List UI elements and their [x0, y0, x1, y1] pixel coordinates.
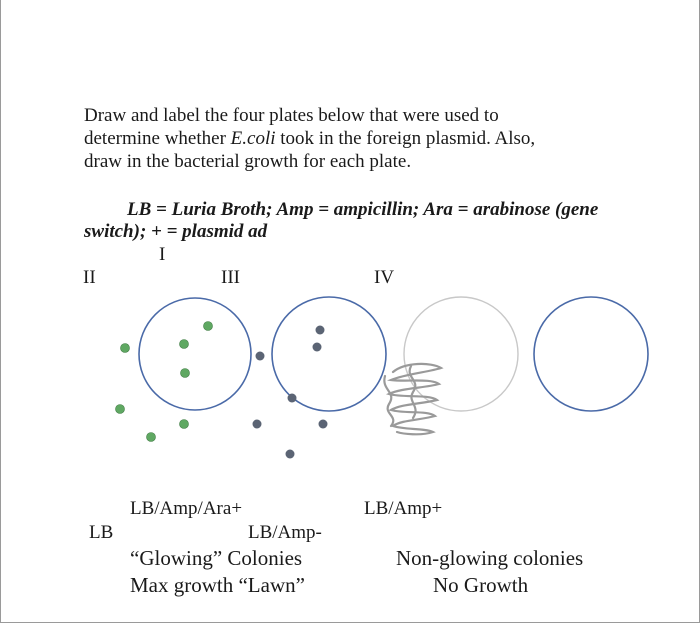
plate-label-ii: II — [83, 267, 96, 288]
green-colony — [181, 369, 190, 378]
gray-colony — [256, 352, 265, 361]
green-colony — [180, 340, 189, 349]
caption-lb-amp-ara-plus: LB/Amp/Ara+ — [130, 498, 243, 519]
caption-lb-amp-minus: LB/Amp- — [248, 522, 322, 543]
plate-label-iii: III — [221, 267, 240, 288]
plate-label-iv: IV — [374, 267, 395, 288]
plate-1-circle — [139, 298, 251, 410]
gray-colony — [286, 450, 295, 459]
gray-colony — [319, 420, 328, 429]
green-colonies — [116, 322, 213, 442]
instructions-line-1: Draw and label the four plates below that were used to — [84, 105, 499, 126]
note-non-glowing-colonies: Non-glowing colonies — [396, 546, 584, 570]
green-colony — [180, 420, 189, 429]
gray-colony — [313, 343, 322, 352]
organism-name: E.coli — [230, 128, 276, 149]
green-colony — [147, 433, 156, 442]
note-no-growth: No Growth — [433, 573, 529, 597]
gray-colonies — [253, 326, 328, 459]
plate-label-i: I — [159, 244, 166, 265]
lawn-scribble — [384, 364, 441, 434]
plate-2-circle — [272, 297, 386, 411]
instructions-line-3: draw in the bacterial growth for each plate. — [84, 151, 412, 172]
green-colony — [121, 344, 130, 353]
plate-3-circle — [404, 297, 518, 411]
note-glowing-colonies: “Glowing” Colonies — [130, 546, 303, 570]
legend-line-1: LB = Luria Broth; Amp = ampicillin; Ara = arabinose (gene — [127, 199, 599, 220]
caption-lb-amp-plus: LB/Amp+ — [364, 498, 443, 519]
instructions-line-2-start: determine whether — [84, 128, 231, 149]
gray-colony — [316, 326, 325, 335]
green-colony — [116, 405, 125, 414]
note-lawn: Max growth “Lawn” — [130, 573, 305, 597]
gray-colony — [253, 420, 262, 429]
green-colony — [204, 322, 213, 331]
legend-line-2: switch); + = plasmid ad — [84, 221, 268, 242]
plate-4-circle — [534, 297, 648, 411]
instructions-line-2-end: took in the foreign plasmid. Also, — [275, 128, 536, 149]
caption-lb: LB — [89, 522, 114, 543]
gray-colony — [288, 394, 297, 403]
